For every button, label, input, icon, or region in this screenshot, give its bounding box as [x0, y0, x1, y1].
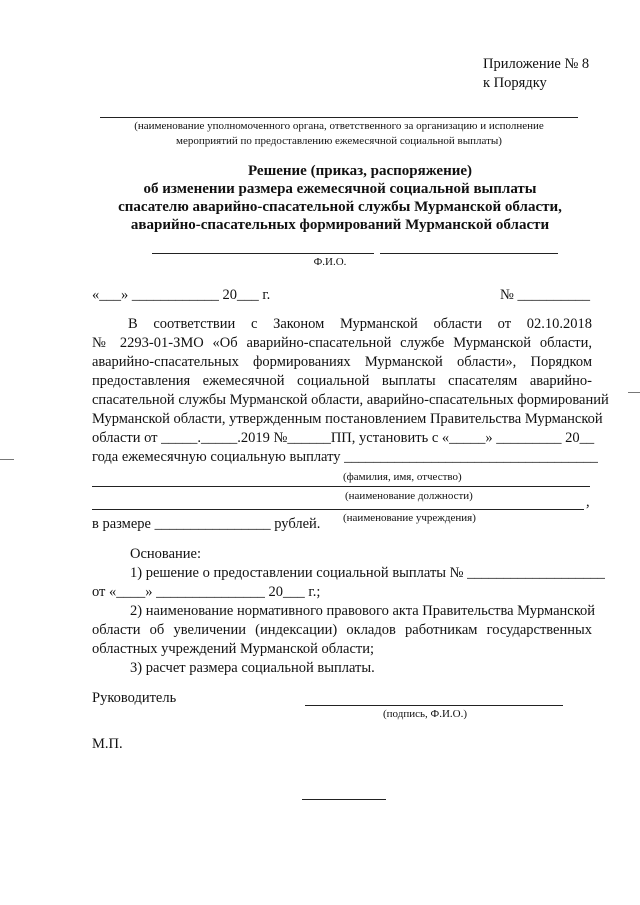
seal-place: М.П. [92, 736, 123, 752]
org-line-comma: , [586, 494, 590, 510]
org-caption: (наименование учреждения) [343, 512, 476, 524]
body-line-7: области от _____._____.2019 №______ПП, установить с «_____» _________ 20__ [92, 430, 595, 446]
body-line-5: спасательной службы Мурманской области, аварийно-спасательных формирований [92, 392, 609, 408]
basis-item-3: 3) расчет размера социальной выплаты. [130, 660, 375, 676]
title-line-2: об изменении размера ежемесячной социальной выплаты [143, 181, 537, 197]
decision-date: «___» ____________ 20___ г. [92, 287, 271, 303]
body-line-4: предоставления ежемесячной социальной выплаты спасателям аварийно- [92, 373, 592, 389]
fio-caption: Ф.И.О. [313, 256, 347, 268]
body-line-8: года ежемесячную социальную выплату ___________________________________ [92, 449, 598, 465]
payment-amount: в размере ________________ рублей. [92, 516, 321, 532]
fio-line-left [152, 253, 374, 254]
fio-line-right [380, 253, 558, 254]
title-line-3: спасателю аварийно-спасательной службы Мурманской области, [118, 199, 562, 215]
signature-line [305, 705, 563, 706]
appendix-order: к Порядку [483, 75, 547, 91]
body-line-2: № 2293-01-ЗМО «Об аварийно-спасательной службе Мурманской области, [92, 335, 592, 351]
position-line [92, 486, 590, 487]
appendix-number: Приложение № 8 [483, 56, 590, 72]
basis-item-1b: от «____» _______________ 20___ г.; [92, 584, 321, 600]
authority-line [100, 117, 578, 118]
closing-divider [302, 799, 386, 800]
signatory-role: Руководитель [92, 690, 177, 706]
title-line-1: Решение (приказ, распоряжение) [247, 163, 473, 179]
basis-item-2b: области об увеличении (индексации) окладов работникам государственных [92, 622, 592, 638]
authority-caption-2: мероприятий по предоставлению ежемесячной социальной выплаты) [176, 135, 502, 147]
basis-item-1a: 1) решение о предоставлении социальной выплаты № ___________________ [130, 565, 605, 581]
signature-caption: (подпись, Ф.И.О.) [383, 708, 467, 720]
scan-margin-mark-right [628, 392, 640, 393]
scan-margin-mark-left [0, 459, 14, 460]
recipient-fio-caption: (фамилия, имя, отчество) [343, 471, 462, 483]
body-line-6: Мурманской области, утвержденным постановлением Правительства Мурманской [92, 411, 603, 427]
org-line [92, 509, 584, 510]
basis-heading: Основание: [130, 546, 201, 562]
authority-caption-1: (наименование уполномоченного органа, ответственного за организацию и исполнение [134, 120, 544, 132]
position-caption: (наименование должности) [345, 490, 473, 502]
decision-number: № __________ [500, 287, 590, 303]
body-line-3: аварийно-спасательных формированиях Мурманской области», Порядком [92, 354, 592, 370]
title-line-4: аварийно-спасательных формирований Мурманской области [130, 217, 550, 233]
basis-item-2c: областных учреждений Мурманской области; [92, 641, 375, 657]
basis-item-2a: 2) наименование нормативного правового акта Правительства Мурманской [130, 603, 596, 619]
body-line-1: В соответствии с Законом Мурманской области от 02.10.2018 [128, 316, 592, 332]
